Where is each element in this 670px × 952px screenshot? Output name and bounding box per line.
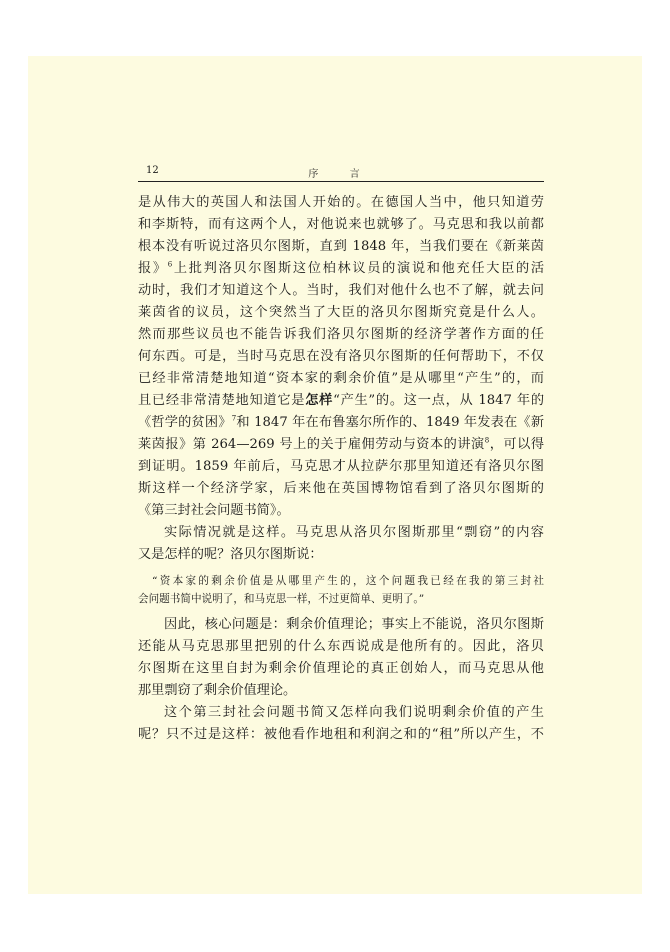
quote-line: 会问题书简中说明了，和马克思一样，不过更简单、更明了。” <box>138 593 425 605</box>
text-span: “产生”的。这一点，从 1847 年的 <box>333 393 544 408</box>
chapter-title: 序 言 <box>308 169 374 180</box>
text-line: 根本没有听说过洛贝尔图斯，直到 1848 年，当我们要在《新莱茵 <box>138 239 544 254</box>
text-span: 《哲学的贫困》 <box>138 415 232 430</box>
text-span: 报》 <box>138 261 168 276</box>
text-line: 又是怎样的呢？洛贝尔图斯说： <box>138 547 323 562</box>
page-number: 12 <box>146 165 159 176</box>
text-line: 《第三封社会问题书简》。 <box>138 503 290 518</box>
footnote-marker: 8 <box>484 436 490 445</box>
text-line: 到证明。1859 年前后，马克思才从拉萨尔那里知道还有洛贝尔图 <box>138 459 544 474</box>
quote-line: “资本家的剩余价值是从哪里产生的，这个问题我已经在我的第三封社 <box>152 575 544 587</box>
text-line: 莱茵省的议员，这个突然当了大臣的洛贝尔图斯究竟是什么人。 <box>138 305 544 320</box>
text-line: 这个第三封社会问题书简又怎样向我们说明剩余价值的产生 <box>164 705 544 720</box>
text-span: 上批判洛贝尔图斯这位柏林议员的演说和他充任大臣的活 <box>172 261 544 276</box>
text-line: 实际情况就是这样。马克思从洛贝尔图斯那里“剽窃”的内容 <box>164 525 544 540</box>
text-line: 是从伟大的英国人和法国人开始的。在德国人当中，他只知道劳 <box>138 195 544 210</box>
text-span: 和 1847 年在布鲁塞尔所作的、1849 年发表在《新 <box>236 415 544 430</box>
footnote-marker: 7 <box>231 414 237 423</box>
text-line: 然而那些议员也不能告诉我们洛贝尔图斯的经济学著作方面的任 <box>138 327 544 342</box>
text-line: 尔图斯在这里自封为剩余价值理论的真正创始人，而马克思从他 <box>138 661 544 676</box>
text-span: 莱茵报》第 264—269 号上的关于雇佣劳动与资本的讲演 <box>138 437 485 452</box>
text-line: 那里剽窃了剩余价值理论。 <box>138 683 297 698</box>
footnote-marker: 6 <box>167 260 173 269</box>
text-line <box>138 390 544 412</box>
text-line: 何东西。可是，当时马克思在没有洛贝尔图斯的任何帮助下，不仅 <box>138 349 544 364</box>
text-line: 动时，我们才知道这个人。当时，我们对他什么也不了解，就去问 <box>138 283 544 298</box>
text-span: 且已经非常清楚地知道它是 <box>138 393 306 408</box>
text-line: 还能从马克思那里把别的什么东西说成是他所有的。因此，洛贝 <box>138 639 544 654</box>
text-line: 呢？只不过是这样：被他看作地租和利润之和的“租”所以产生，不 <box>138 727 544 742</box>
emphasis-text: 怎样 <box>305 393 334 408</box>
text-line <box>138 434 544 456</box>
body-text <box>138 192 544 746</box>
text-line <box>138 258 544 280</box>
text-line: 斯这样一个经济学家，后来他在英国博物馆看到了洛贝尔图斯的 <box>138 481 544 496</box>
text-line <box>138 412 544 434</box>
text-line: 已经非常清楚地知道“资本家的剩余价值”是从哪里“产生”的，而 <box>138 371 544 386</box>
text-line: 和李斯特，而有这两个人，对他说来也就够了。马克思和我以前都 <box>138 217 544 232</box>
block-quote <box>138 572 544 608</box>
running-header <box>138 163 544 182</box>
text-span: ，可以得 <box>489 437 544 452</box>
text-line: 因此，核心问题是：剩余价值理论；事实上不能说，洛贝尔图斯 <box>164 617 544 632</box>
